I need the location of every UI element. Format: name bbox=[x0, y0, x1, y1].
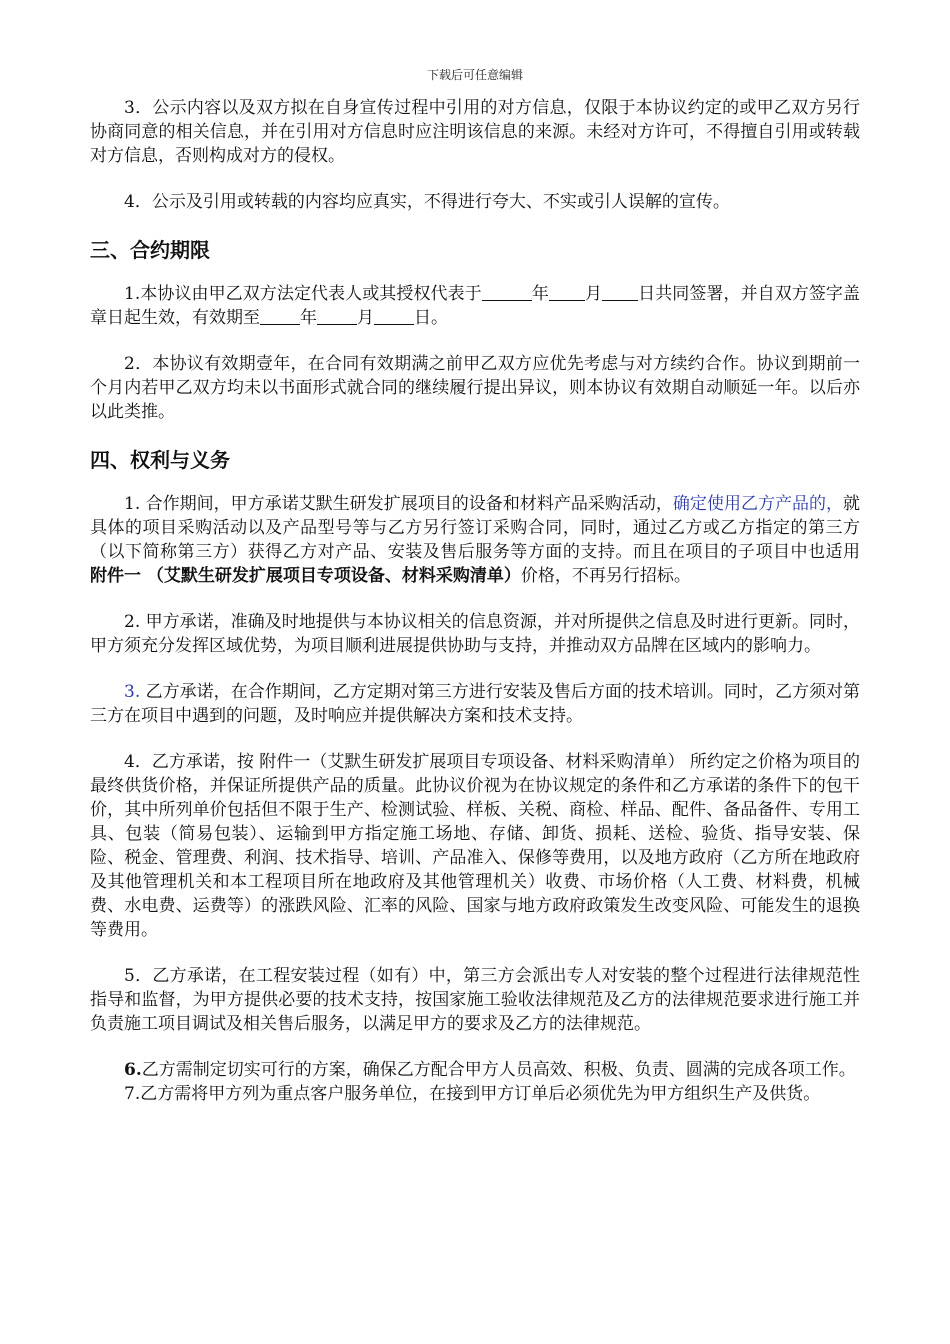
section-4-heading: 四、权利与义务 bbox=[90, 448, 230, 472]
clause-4-1-text-c: 价格，不再另行招标。 bbox=[520, 566, 691, 586]
section-3-heading: 三、合约期限 bbox=[90, 238, 210, 262]
label-year-2: 年 bbox=[300, 308, 317, 328]
clause-4-6-number: 6. bbox=[124, 1060, 142, 1080]
clause-4-1-text-b: 就具体的项目采购活动以及产品型号等与乙方另行签订采购合同，同时，通过乙方或乙方指定的第三方（以下简称第三方）获得乙方对产品、安装及售后服务等方面的支持。而且在项目的子项目中也适用 bbox=[90, 494, 861, 562]
blank-year-1 bbox=[482, 283, 532, 301]
clause-4-1 bbox=[90, 492, 860, 588]
clause-4-1-text-a: 1. 合作期间，甲方承诺艾默生研发扩展项目的设备和材料产品采购活动， bbox=[124, 494, 673, 514]
clause-4-6-text: 乙方需制定切实可行的方案，确保乙方配合甲方人员高效、积极、负责、圆满的完成各项工作。 bbox=[141, 1060, 856, 1080]
blank-day-2 bbox=[374, 307, 414, 325]
clause-3-1-text-c: 日。 bbox=[414, 308, 448, 328]
clause-3-2: 2．本协议有效期壹年，在合同有效期满之前甲乙双方应优先考虑与对方续约合作。协议到期前一个月内若甲乙双方均未以书面形式就合同的继续履行提出异议，则本协议有效期自动顺延一年。以后亦以此类推。 bbox=[90, 354, 860, 422]
clause-4-4: 4．乙方承诺，按 附件一（艾默生研发扩展项目专项设备、材料采购清单） 所约定之价格为项目的最终供货价格，并保证所提供产品的质量。此协议价视为在协议规定的条件和乙方承诺的条件下的包干价，其中所列单价包括但不限于生产、检测试验、样板、关税、商检、样品、配件、备品备件、专用工具、包装（简易包装）、运输到甲方指定施工场地、存储、卸货、损耗、送检、验货、指导安装、保险、税金、管理费、利润、技术指导、培训、产品准入、保修等费用，以及地方政府（乙方所在地政府及其他管理机关和本工程项目所在地政府及其他管理机关）收费、市场价格（人工费、材料费，机械费、水电费、运费等）的涨跌风险、汇率的风险、国家与地方政府政策发生改变风险、可能发生的退换等费用。 bbox=[90, 752, 860, 940]
clause-4-6 bbox=[90, 1058, 860, 1082]
blank-month-2 bbox=[317, 307, 357, 325]
clause-4-1-highlight: 确定使用乙方产品的， bbox=[672, 494, 844, 514]
clause-4-3-text: 乙方承诺，在合作期间，乙方定期对第三方进行安装及售后方面的技术培训。同时，乙方须对第三方在项目中遇到的问题，及时响应并提供解决方案和技术支持。 bbox=[90, 682, 860, 726]
label-year-1: 年 bbox=[531, 284, 549, 304]
clause-2-3: 3．公示内容以及双方拟在自身宣传过程中引用的对方信息，仅限于本协议约定的或甲乙双方另行协商同意的相关信息，并在引用对方信息时应注明该信息的来源。未经对方许可，不得擅自引用或转载对方信息，否则构成对方的侵权。 bbox=[90, 98, 860, 166]
blank-year-2 bbox=[260, 307, 300, 325]
label-month-1: 月 bbox=[584, 284, 603, 304]
blank-month-1 bbox=[549, 283, 585, 301]
blank-day-1 bbox=[602, 283, 638, 301]
clause-3-1 bbox=[90, 282, 860, 330]
clause-4-1-attachment: 附件一 （艾默生研发扩展项目专项设备、材料采购清单） bbox=[90, 566, 521, 586]
clause-3-1-text-a: 1.本协议由甲乙双方法定代表人或其授权代表于 bbox=[124, 284, 482, 304]
clause-4-5: 5．乙方承诺，在工程安装过程（如有）中，第三方会派出专人对安装的整个过程进行法律规范性指导和监督，为甲方提供必要的技术支持，按国家施工验收法律规范及乙方的法律规范要求进行施工并负责施工项目调试及相关售后服务，以满足甲方的要求及乙方的法律规范。 bbox=[90, 966, 860, 1034]
page-header: 下载后可任意编辑 bbox=[426, 68, 523, 82]
clause-4-3 bbox=[90, 680, 860, 728]
clause-4-2: 2. 甲方承诺，准确及时地提供与本协议相关的信息资源，并对所提供之信息及时进行更新。同时，甲方须充分发挥区域优势，为项目顺利进展提供协助与支持，并推动双方品牌在区域内的影响力。 bbox=[90, 612, 860, 656]
label-month-2: 月 bbox=[357, 308, 374, 328]
clause-4-7: 7.乙方需将甲方列为重点客户服务单位，在接到甲方订单后必须优先为甲方组织生产及供货。 bbox=[124, 1084, 821, 1104]
clause-3-1-text-b: 日共同签署，并自双方签字盖章日起生效，有效期至 bbox=[90, 284, 861, 328]
clause-2-4: 4．公示及引用或转载的内容均应真实，不得进行夸大、不实或引人误解的宣传。 bbox=[124, 192, 730, 212]
document-body bbox=[90, 96, 860, 1106]
clause-4-3-number: 3. bbox=[124, 682, 141, 702]
